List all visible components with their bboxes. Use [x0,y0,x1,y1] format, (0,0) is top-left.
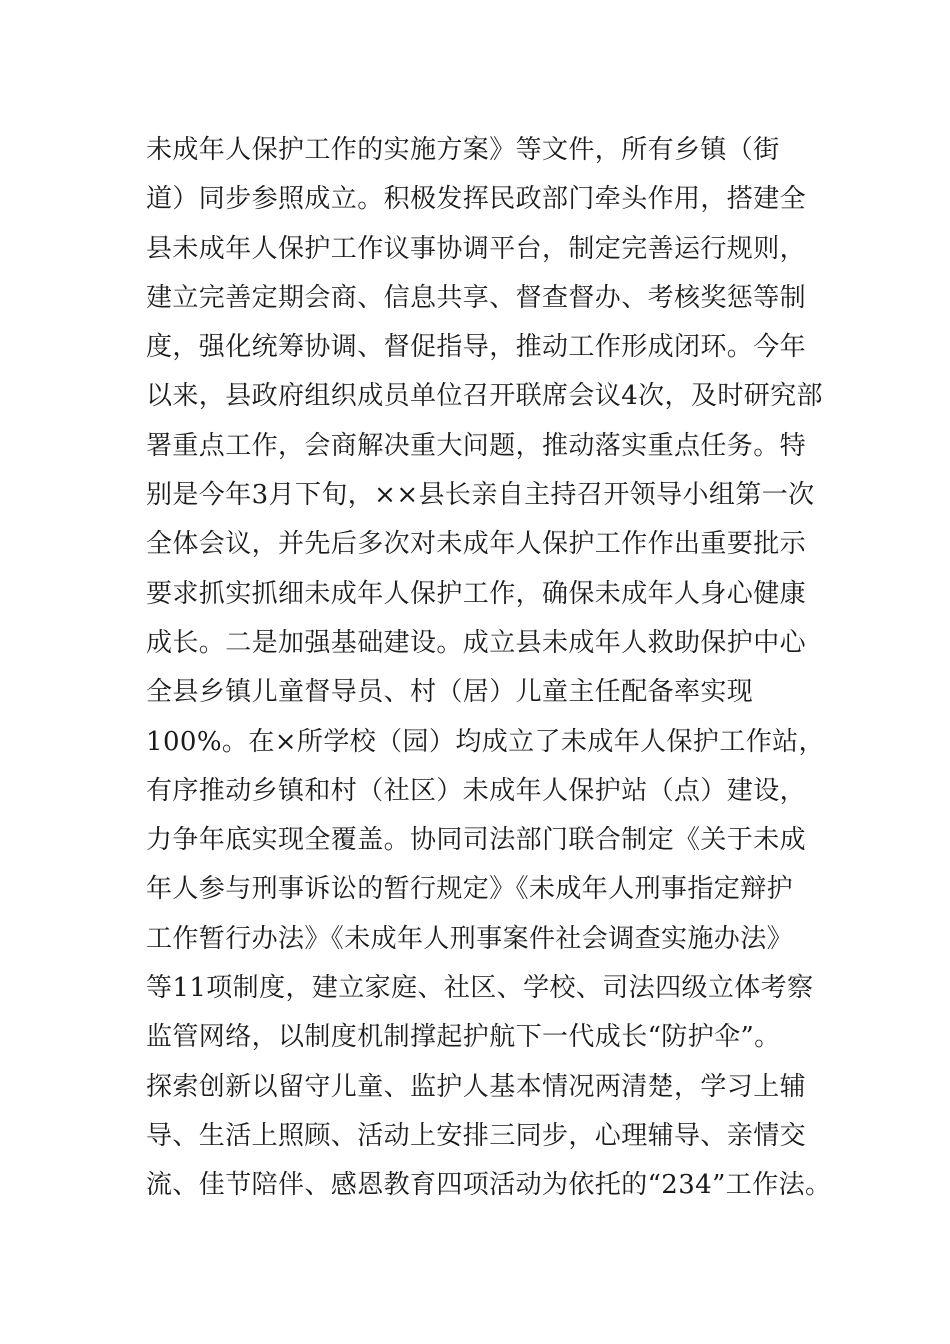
text-line: 成长。二是加强基础建设。成立县未成年人救助保护中心 [146,627,807,658]
text-line: 探索创新以留守儿童、监护人基本情况两清楚，学习上辅 [146,1071,807,1102]
text-line: 全体会议，并先后多次对未成年人保护工作作出重要批示 [146,529,807,560]
text-line: 力争年底实现全覆盖。协同司法部门联合制定《关于未成 [146,825,807,856]
text-line: 监管网络，以制度机制撑起护航下一代成长“防护伞”。 [146,1022,781,1053]
text-line: 以来，县政府组织成员单位召开联席会议4次，及时研究部 [146,381,823,412]
text-line: 别是今年3月下旬，××县长亲自主持召开领导小组第一次 [146,480,815,511]
text-line: 年人参与刑事诉讼的暂行规定》《未成年人刑事指定辩护 [146,874,794,905]
text-line: 100%。在×所学校（园）均成立了未成年人保护工作站， [146,726,825,757]
text-line: 道）同步参照成立。积极发挥民政部门牵头作用，搭建全 [146,184,807,215]
text-line: 工作暂行办法》《未成年人刑事案件社会调查实施办法》 [146,923,794,954]
body-paragraph [146,126,936,1211]
text-line: 未成年人保护工作的实施方案》等文件，所有乡镇（街 [146,135,780,165]
text-line: 县未成年人保护工作议事协调平台，制定完善运行规则， [146,233,807,264]
text-line: 全县乡镇儿童督导员、村（居）儿童主任配备率实现 [146,677,754,708]
text-line: 署重点工作，会商解决重大问题，推动落实重点任务。特 [146,430,807,461]
text-line: 建立完善定期会商、信息共享、督查督办、考核奖惩等制 [146,282,807,313]
text-line: 度，强化统筹协调、督促指导，推动工作形成闭环。今年 [146,332,807,363]
text-line: 有序推动乡镇和村（社区）未成年人保护站（点）建设， [146,775,807,806]
text-line: 要求抓实抓细未成年人保护工作，确保未成年人身心健康 [146,578,807,609]
text-line: 导、生活上照顾、活动上安排三同步，心理辅导、亲情交 [146,1120,807,1151]
text-line: 流、佳节陪伴、感恩教育四项活动为依托的“234”工作法。 [146,1170,832,1201]
text-line: 等11项制度，建立家庭、社区、学校、司法四级立体考察 [146,973,814,1004]
